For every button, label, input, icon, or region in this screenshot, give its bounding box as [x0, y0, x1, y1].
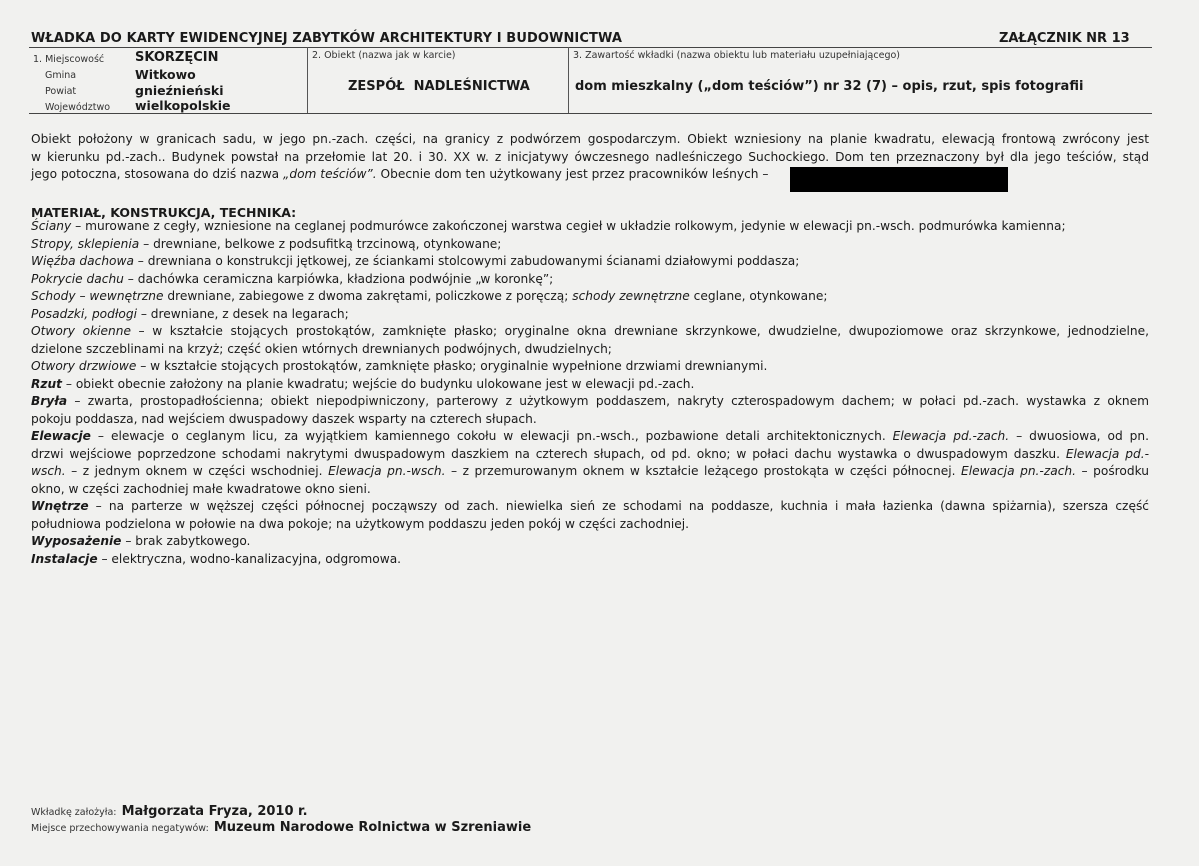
text-line — [31, 323, 1149, 341]
text-segment: drzwi wejściowe poprzedzone schodami nakrytymi dwuspadowym daszkiem na czterech słupach, od pd. okno; w połaci dachu wystawka o dwuspadowym daszku. — [31, 446, 1066, 461]
text-segment: – elewacje o ceglanym licu, za wyjątkiem kamiennego cokołu w elewacji pn.-wsch., pozbawione detali architektonicznych. — [90, 429, 893, 443]
emphasized-term: Instalacje — [31, 551, 98, 566]
text-line — [31, 341, 1149, 359]
county-value: gnieźnieński — [135, 83, 224, 98]
text-line — [31, 498, 1149, 516]
description-list — [31, 218, 1149, 568]
emphasized-term: Otwory okienne — [31, 324, 131, 338]
text-segment: drewniane, zabiegowe z dwoma zakrętami, policzkowe z poręczą; — [163, 289, 573, 303]
text-segment: – murowane z cegły, wzniesione na ceglanej podmurówce zakończonej warstwa cegieł w układzie rolkowym, jedynie w elewacji pn.-wsch. podmurówka kamienna; — [71, 219, 1066, 233]
text-line — [31, 411, 1149, 429]
text-segment: – w kształcie stojących prostokątów, zamknięte płasko; oryginalne okna drewniane skrzynkowe, dwudzielne, dwupoziomowe oraz skrzynkowe, jednodzielne, — [130, 324, 1149, 338]
text-line — [31, 463, 1149, 481]
locality-label: 1. Miejscowość — [33, 54, 105, 65]
column-divider — [307, 47, 308, 113]
text-segment: – drewniane, belkowe z podsufitką trzcinową, otynkowane; — [139, 236, 502, 251]
text-line — [31, 131, 1149, 149]
emphasized-term: Elewacja pn.-wsch. — [328, 464, 446, 478]
annex-number: ZAŁĄCZNIK NR 13 — [999, 31, 1130, 46]
text-line — [31, 306, 1149, 324]
text-line — [31, 481, 1149, 499]
text-segment: jego potoczna, stosowana do dziś nazwa — [31, 167, 284, 181]
locality-value: SKORZĘCIN — [135, 50, 219, 65]
text-line — [31, 446, 1149, 464]
text-segment: – z jednym oknem w części wschodniej. — [65, 464, 329, 478]
emphasized-term: Wnętrze — [31, 499, 89, 513]
text-line — [31, 218, 1149, 236]
text-segment: dzielone szczeblinami na krzyż; część okien wtórnych drewnianych podwójnych, dwudzielnych; — [31, 341, 612, 356]
section-heading: MATERIAŁ, KONSTRUKCJA, TECHNIKA: — [31, 205, 297, 220]
emphasized-term: wsch. — [31, 464, 66, 478]
commune-label: Gmina — [45, 70, 77, 81]
emphasized-term: Schody – wewnętrzne — [31, 289, 164, 303]
text-segment: – pośrodku — [1076, 464, 1150, 478]
emphasized-term: Stropy, sklepienia — [31, 236, 140, 251]
object-label: 2. Obiekt (nazwa jak w karcie) — [312, 50, 456, 61]
emphasized-term: Więźba dachowa — [31, 254, 134, 268]
emphasized-term: Rzut — [31, 376, 62, 391]
storage-value: Muzeum Narodowe Rolnictwa w Szreniawie — [213, 820, 532, 835]
emphasized-term: „dom teściów”. — [283, 167, 377, 181]
text-segment: – brak zabytkowego. — [121, 534, 251, 548]
insert-content-value: dom mieszkalny („dom teściów”) nr 32 (7) – opis, rzut, spis fotografii — [575, 79, 1084, 94]
text-segment: Obecnie dom ten użytkowany jest przez pracowników leśnych – — [376, 167, 769, 181]
text-segment: – obiekt obecnie założony na planie kwadratu; wejście do budynku ulokowane jest w elewacji pd.-zach. — [61, 376, 695, 391]
emphasized-term: schody zewnętrzne — [572, 289, 690, 303]
text-segment: – dachówka ceramiczna karpiówka, kładziona podwójnie „w koronkę”; — [123, 271, 554, 286]
emphasized-term: Elewacja pd.- — [1065, 446, 1149, 461]
emphasized-term: Ściany — [31, 219, 72, 233]
emphasized-term: Pokrycie dachu — [31, 271, 124, 286]
text-segment: – z przemurowanym oknem w kształcie leżącego prostokąta w części północnej. — [445, 464, 961, 478]
county-label: Powiat — [45, 86, 77, 97]
emphasized-term: Posadzki, podłogi — [31, 306, 137, 321]
redaction-box — [790, 167, 1008, 192]
text-segment: w kierunku pd.-zach.. Budynek powstał na przełomie lat 20. i 30. XX w. z inicjatywy ówczesnego nadleśniczego Suchockiego. Dom ten przeznaczony był dla jego teściów, stąd — [31, 149, 1149, 164]
text-segment: okno, w części zachodniej małe kwadratowe okno sieni. — [31, 481, 371, 496]
text-line — [31, 271, 1149, 289]
text-segment: – na parterze w węższej części północnej począwszy od zach. niewielka sień ze schodami na poddasze, kuchnia i mała łazienka (dawna spiżarnia), szersza część — [88, 499, 1149, 513]
header-bottom-rule — [29, 113, 1152, 114]
author-value: Małgorzata Fryza, 2010 r. — [121, 804, 308, 819]
text-segment: – dwuosiowa, od pn. — [1009, 429, 1149, 443]
object-value: ZESPÓŁ NADLEŚNICTWA — [348, 79, 530, 94]
text-segment: ceglane, otynkowane; — [689, 289, 828, 303]
text-line — [31, 376, 1149, 394]
text-segment: – drewniana o konstrukcji jętkowej, ze ściankami stolcowymi zabudowanymi ścianami działowymi poddasza; — [133, 254, 800, 268]
emphasized-term: Bryła — [31, 394, 68, 408]
text-segment: pokoju poddasza, nad wejściem dwuspadowy daszek wsparty na czterech słupach. — [31, 411, 537, 426]
voivodeship-value: wielkopolskie — [135, 98, 231, 113]
storage-label: Miejsce przechowywania negatywów: — [31, 823, 209, 834]
emphasized-term: Otwory drzwiowe — [31, 359, 137, 373]
text-line — [31, 149, 1149, 167]
header-top-rule — [29, 47, 1152, 48]
document-title: WŁADKA DO KARTY EWIDENCYJNEJ ZABYTKÓW ARCHITEKTURY I BUDOWNICTWA — [31, 31, 622, 46]
text-line — [31, 393, 1149, 411]
insert-content-label: 3. Zawartość wkładki (nazwa obiektu lub materiału uzupełniającego) — [573, 50, 900, 61]
text-line — [31, 358, 1149, 376]
text-segment: – drewniane, z desek na legarach; — [136, 306, 349, 321]
storage-row — [31, 816, 531, 835]
text-line — [31, 236, 1149, 254]
text-segment: Obiekt położony w granicach sadu, w jego pn.-zach. części, na granicy z podwórzem gospodarczym. Obiekt wzniesiony na planie kwadratu, elewacją frontową zwrócony jest — [31, 132, 1149, 146]
text-segment: południowa podzielona w połowie na dwa pokoje; na użytkowym poddaszu jeden pokój w części zachodniej. — [31, 516, 690, 531]
emphasized-term: Elewacja pn.-zach. — [961, 464, 1076, 478]
commune-value: Witkowo — [135, 67, 196, 82]
text-line — [31, 288, 1149, 306]
text-line — [31, 533, 1149, 551]
emphasized-term: Elewacja pd.-zach. — [892, 429, 1010, 443]
author-label: Wkładkę założyła: — [31, 807, 117, 818]
text-segment: – elektryczna, wodno-kanalizacyjna, odgromowa. — [97, 551, 402, 566]
column-divider — [568, 47, 569, 113]
voivodeship-label: Województwo — [45, 102, 111, 113]
text-line — [31, 551, 1149, 569]
emphasized-term: Elewacje — [31, 429, 91, 443]
emphasized-term: Wyposażenie — [31, 534, 122, 548]
text-line — [31, 516, 1149, 534]
text-segment: – w kształcie stojących prostokątów, zamknięte płasko; oryginalnie wypełnione drzwiami drewnianymi. — [136, 359, 768, 373]
text-segment: – zwarta, prostopadłościenna; obiekt niepodpiwniczony, parterowy z użytkowym poddaszem, nakryty czterospadowym dachem; w połaci pd.-zach. wystawka z oknem — [67, 394, 1149, 408]
text-line — [31, 428, 1149, 446]
text-line — [31, 253, 1149, 271]
